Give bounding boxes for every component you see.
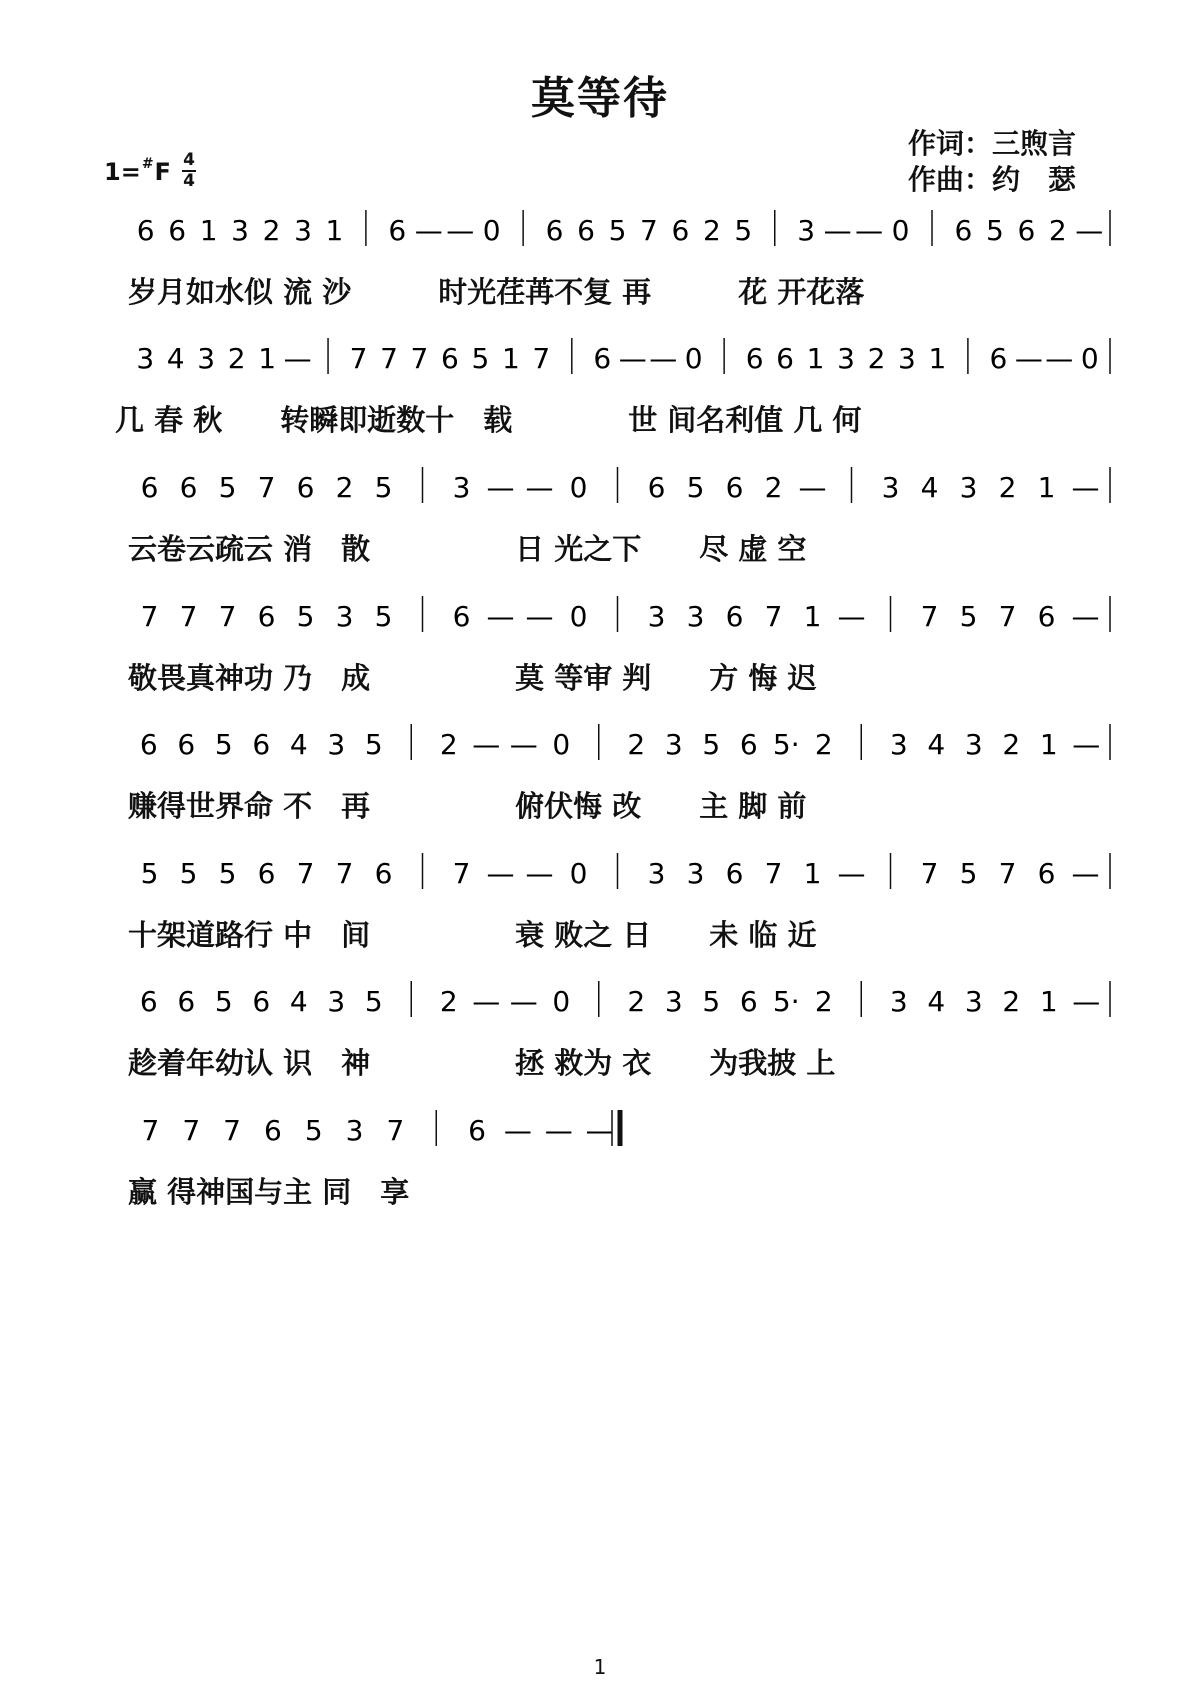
- note: 5: [364, 985, 383, 1018]
- note: 3: [889, 728, 908, 761]
- note: 7: [179, 600, 198, 633]
- note: 6: [954, 214, 973, 247]
- note: 5: [374, 471, 393, 504]
- note: 7: [182, 1114, 201, 1147]
- note: 6: [136, 214, 155, 247]
- note: 3: [664, 728, 683, 761]
- note: 6: [168, 214, 187, 247]
- dash-extension: —: [525, 600, 554, 633]
- note: 6: [671, 214, 690, 247]
- note: 7: [223, 1114, 241, 1147]
- note: 6: [441, 342, 459, 375]
- note: 5: [214, 985, 233, 1018]
- lyric-line: 赚得世界命 不 再 俯伏悔 改 主 脚 前: [128, 789, 807, 823]
- note: 1: [258, 342, 277, 375]
- note: 2: [627, 985, 646, 1018]
- note: 6: [468, 1114, 486, 1147]
- dash-extension: —: [414, 214, 443, 247]
- note: 7: [920, 857, 939, 890]
- note: 6: [1037, 857, 1056, 890]
- dash-extension: —: [1071, 471, 1100, 504]
- note: 3: [664, 985, 683, 1018]
- note: 5: [140, 857, 159, 890]
- note: 1: [1039, 728, 1058, 761]
- note: 5: [734, 214, 753, 247]
- note: 6: [452, 600, 471, 633]
- dash-extension: —: [486, 600, 515, 633]
- composer-credit: 作曲：约 瑟: [908, 163, 1077, 196]
- note: 6: [296, 471, 315, 504]
- note: 6: [264, 1114, 282, 1147]
- note: 5: [986, 214, 1004, 247]
- note: 3: [898, 342, 916, 375]
- notation-row: [137, 210, 1110, 247]
- note: 5·: [772, 985, 800, 1018]
- note: 3: [136, 342, 155, 375]
- note: 7: [532, 342, 551, 375]
- note: 3: [959, 471, 978, 504]
- note: 6: [545, 214, 564, 247]
- note: 0: [569, 471, 588, 504]
- note: 5: [179, 857, 198, 890]
- notation-row: [142, 1110, 620, 1147]
- note: 0: [569, 600, 588, 633]
- note: 5: [959, 600, 978, 633]
- note: 7: [452, 857, 471, 890]
- dash-extension: —: [1071, 600, 1100, 633]
- dash-extension: —: [509, 728, 538, 761]
- note: 6: [252, 728, 271, 761]
- note: 7: [764, 857, 783, 890]
- lyric-line: 岁月如水似 流 沙 时光荏苒不复 再 花 开花落: [128, 275, 865, 309]
- note: 1: [806, 342, 825, 375]
- note: 6: [139, 985, 158, 1018]
- note: 5: [702, 728, 721, 761]
- note: 3: [881, 471, 900, 504]
- dash-extension: —: [855, 214, 884, 247]
- note: 7: [410, 342, 429, 375]
- dash-extension: —: [1071, 857, 1100, 890]
- note: 4: [289, 728, 308, 761]
- note: 6: [725, 471, 744, 504]
- note: 2: [764, 471, 783, 504]
- note: 6: [647, 471, 666, 504]
- note: 0: [891, 214, 910, 247]
- dash-extension: —: [283, 342, 312, 375]
- note: 2: [814, 985, 833, 1018]
- note: 2: [814, 728, 833, 761]
- dash-extension: —: [525, 857, 554, 890]
- page-number: 1: [593, 1655, 607, 1679]
- note: 7: [920, 600, 939, 633]
- note: 0: [552, 985, 571, 1018]
- lyric-line: 赢 得神国与主 同 享: [128, 1175, 410, 1209]
- note: 6: [1017, 214, 1036, 247]
- lyric-line: 十架道路行 中 间 衰 败之 日 未 临 近: [128, 918, 817, 952]
- lyricist-credit: 作词：三煦言: [908, 127, 1077, 160]
- note: 3: [294, 214, 312, 247]
- note: 7: [296, 857, 315, 890]
- note: 7: [335, 857, 354, 890]
- note: 5: [374, 600, 393, 633]
- song-title: 莫等待: [531, 73, 669, 124]
- dash-extension: —: [544, 1114, 573, 1147]
- note: 6: [179, 471, 198, 504]
- note: 3: [327, 985, 346, 1018]
- key-note: F: [154, 158, 171, 186]
- dash-extension: —: [1072, 728, 1101, 761]
- note: 2: [1002, 985, 1021, 1018]
- note: 1: [928, 342, 947, 375]
- note: 6: [374, 857, 393, 890]
- dash-extension: —: [509, 985, 538, 1018]
- note: 0: [569, 857, 588, 890]
- dash-extension: —: [649, 342, 678, 375]
- dash-extension: —: [472, 728, 501, 761]
- note: 3: [197, 342, 216, 375]
- note: 2: [1048, 214, 1067, 247]
- note: 0: [684, 342, 703, 375]
- note: 3: [686, 600, 705, 633]
- note: 3: [964, 985, 983, 1018]
- note: 4: [927, 728, 946, 761]
- note: 3: [647, 600, 666, 633]
- note: 7: [349, 342, 368, 375]
- note: 3: [452, 471, 471, 504]
- note: 3: [345, 1114, 364, 1147]
- note: 5: [364, 728, 383, 761]
- notation-row: [141, 596, 1110, 633]
- dash-extension: —: [618, 342, 647, 375]
- dash-extension: —: [585, 1114, 614, 1147]
- note: 6: [1037, 600, 1056, 633]
- note: 2: [227, 342, 246, 375]
- note: 5: [304, 1114, 323, 1147]
- note: 3: [335, 600, 354, 633]
- note: 4: [166, 342, 185, 375]
- time-signature-bottom: 4: [183, 171, 195, 191]
- note: 0: [552, 728, 571, 761]
- note: 2: [998, 471, 1017, 504]
- lyric-line: 几 春 秋 转瞬即逝数十 载 世 间名利值 几 何: [115, 403, 862, 437]
- note: 6: [776, 342, 794, 375]
- note: 7: [640, 214, 658, 247]
- dash-extension: —: [1075, 214, 1104, 247]
- note: 6: [739, 985, 758, 1018]
- note: 4: [927, 985, 946, 1018]
- note: 3: [797, 214, 816, 247]
- note: 7: [380, 342, 398, 375]
- note: 2: [627, 728, 646, 761]
- note: 4: [289, 985, 308, 1018]
- note: 5: [218, 471, 237, 504]
- key-prefix: 1=: [104, 158, 141, 186]
- note: 6: [252, 985, 271, 1018]
- note: 1: [199, 214, 218, 247]
- note: 5·: [772, 728, 800, 761]
- note: 3: [837, 342, 855, 375]
- note: 6: [177, 728, 196, 761]
- dash-extension: —: [486, 857, 515, 890]
- note: 4: [920, 471, 939, 504]
- dash-extension: —: [503, 1114, 532, 1147]
- note: 6: [577, 214, 595, 247]
- time-signature-top: 4: [183, 150, 195, 170]
- dash-extension: —: [823, 214, 852, 247]
- dash-extension: —: [837, 857, 866, 890]
- lyric-line: 云卷云疏云 消 散 日 光之下 尽 虚 空: [128, 532, 807, 566]
- note: 5: [214, 728, 233, 761]
- note: 1: [803, 600, 822, 633]
- note: 0: [482, 214, 501, 247]
- note: 3: [889, 985, 908, 1018]
- note: 5: [296, 600, 315, 633]
- note: 5: [686, 471, 705, 504]
- note: 7: [141, 1114, 160, 1147]
- note: 6: [725, 857, 744, 890]
- note: 6: [139, 728, 158, 761]
- note: 7: [764, 600, 783, 633]
- note: 5: [959, 857, 978, 890]
- dash-extension: —: [837, 600, 866, 633]
- note: 7: [218, 600, 237, 633]
- note: 6: [177, 985, 196, 1018]
- note: 2: [262, 214, 281, 247]
- note: 6: [257, 857, 276, 890]
- note: 3: [647, 857, 666, 890]
- note: 6: [745, 342, 764, 375]
- note: 6: [140, 471, 159, 504]
- note: 0: [1080, 342, 1099, 375]
- note: 7: [257, 471, 276, 504]
- note: 2: [867, 342, 886, 375]
- lyric-line: 敬畏真神功 乃 成 莫 等审 判 方 悔 迟: [128, 661, 817, 695]
- dash-extension: —: [1045, 342, 1074, 375]
- note: 2: [335, 471, 354, 504]
- dash-extension: —: [798, 471, 827, 504]
- note: 3: [686, 857, 705, 890]
- notation-row: [140, 981, 1110, 1018]
- note: 6: [593, 342, 612, 375]
- note: 7: [998, 600, 1017, 633]
- note: 7: [998, 857, 1017, 890]
- note: 2: [1002, 728, 1021, 761]
- dash-extension: —: [525, 471, 554, 504]
- note: 2: [702, 214, 721, 247]
- notation-row: [141, 467, 1110, 504]
- notation-row: [136, 338, 1110, 375]
- note: 3: [964, 728, 983, 761]
- note: 5: [218, 857, 237, 890]
- note: 5: [608, 214, 627, 247]
- dash-extension: —: [1014, 342, 1043, 375]
- note: 3: [231, 214, 249, 247]
- note: 6: [388, 214, 407, 247]
- note: 6: [257, 600, 276, 633]
- lyric-line: 趁着年幼认 识 神 拯 救为 衣 为我披 上: [128, 1046, 836, 1080]
- dash-extension: —: [1072, 985, 1101, 1018]
- note: 7: [140, 600, 159, 633]
- note: 5: [471, 342, 490, 375]
- note: 5: [702, 985, 721, 1018]
- note: 1: [1037, 471, 1056, 504]
- note: 1: [325, 214, 344, 247]
- note: 2: [439, 728, 458, 761]
- sharp-sign: #: [141, 156, 154, 172]
- note: 1: [1039, 985, 1058, 1018]
- note: 6: [725, 600, 744, 633]
- notation-row: [141, 853, 1110, 890]
- note: 1: [501, 342, 520, 375]
- note: 6: [989, 342, 1008, 375]
- note: 3: [327, 728, 346, 761]
- dash-extension: —: [472, 985, 501, 1018]
- dash-extension: —: [446, 214, 475, 247]
- note: 1: [803, 857, 822, 890]
- note: 2: [439, 985, 458, 1018]
- notation-row: [140, 724, 1110, 761]
- note: 6: [739, 728, 758, 761]
- note: 7: [386, 1114, 405, 1147]
- dash-extension: —: [486, 471, 515, 504]
